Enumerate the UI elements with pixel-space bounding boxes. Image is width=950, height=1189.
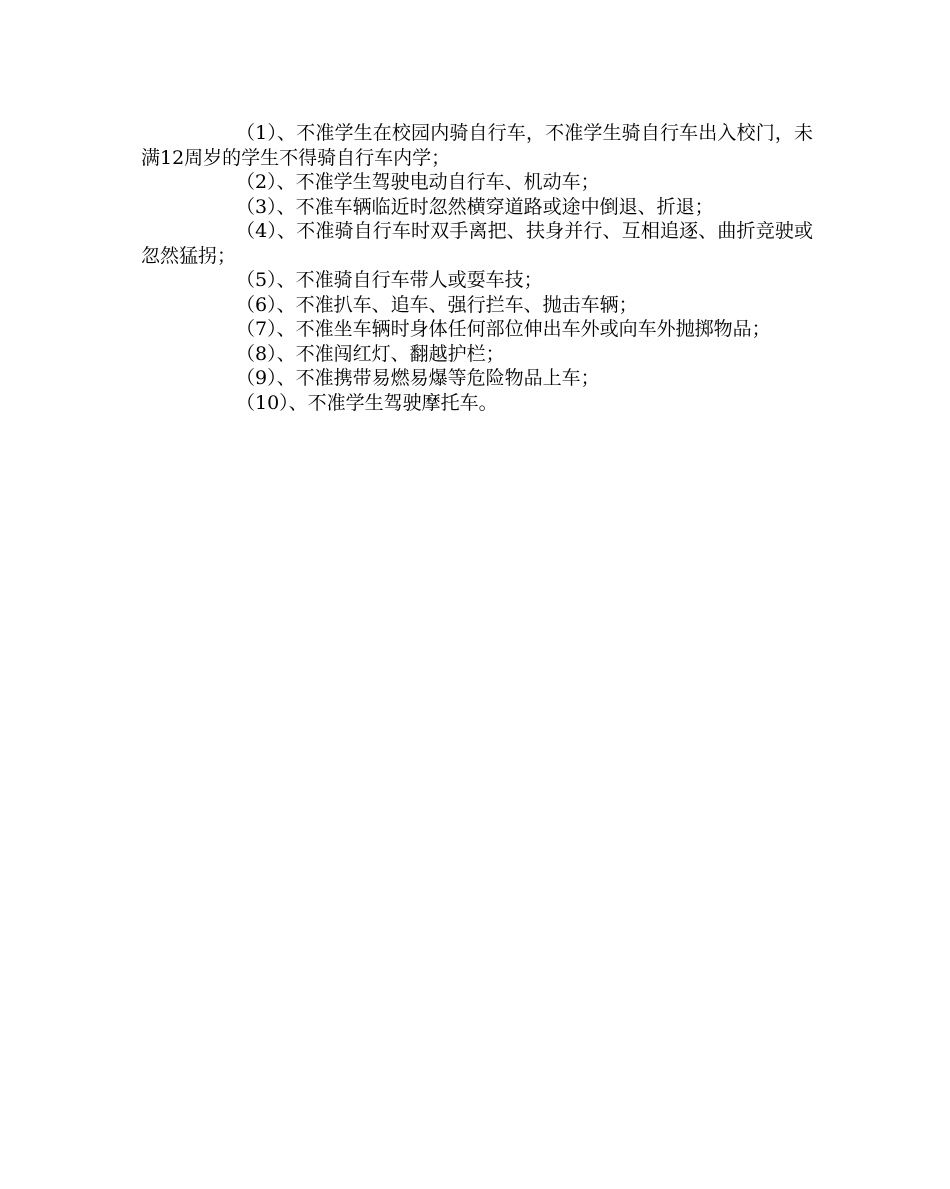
rule-item-5: （5）、不准骑自行车带人或耍车技； (236, 269, 543, 291)
rule-item-9: （9）、不准携带易燃易爆等危险物品上车； (236, 367, 600, 389)
rules-list (141, 121, 813, 415)
rule-item-10: （10）、不准学生驾驶摩托车。 (236, 391, 498, 414)
rule-item-7: （7）、不准坐车辆时身体任何部位伸出车外或向车外抛掷物品； (236, 318, 771, 340)
rule-item-3: （3）、不准车辆临近时忽然横穿道路或途中倒退、折退； (236, 195, 714, 218)
rule-item-6: （6）、不准扒车、追车、强行拦车、抛击车辆； (236, 293, 638, 316)
rule-item-2: （2）、不准学生驾驶电动自行车、机动车； (236, 171, 600, 193)
rule-item-4: （4）、不准骑自行车时双手离把、扶身并行、互相追逐、曲折竞驶或忽然猛拐； (141, 220, 813, 267)
rule-item-8: （8）、不准闯红灯、翻越护栏； (236, 342, 505, 365)
rule-item-1: （1）、不准学生在校园内骑自行车，不准学生骑自行车出入校门，未满12周岁的学生不得骑自行车内学； (141, 122, 813, 169)
